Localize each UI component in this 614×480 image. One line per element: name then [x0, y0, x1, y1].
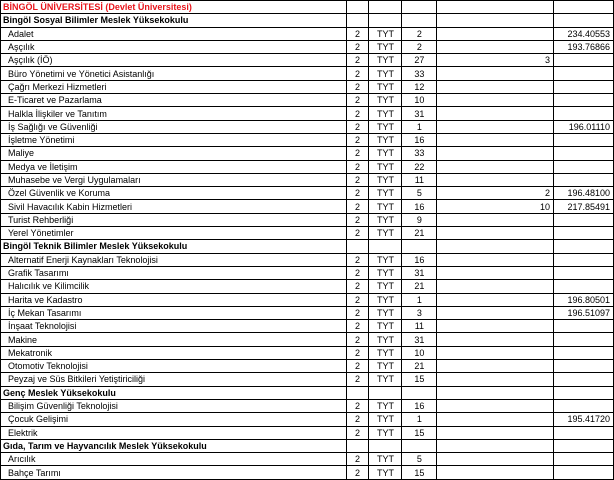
quota-cell: 21: [402, 360, 437, 373]
school-header-row: [1, 14, 614, 27]
program-name: Adalet: [1, 27, 347, 40]
program-name: Aşçılık: [1, 40, 347, 53]
score-type-cell: TYT: [369, 293, 402, 306]
duration-cell: 2: [346, 27, 369, 40]
quota-cell: 12: [402, 80, 437, 93]
min-score-cell: [554, 466, 614, 479]
quota-cell: 2: [402, 27, 437, 40]
quota-cell: 15: [402, 426, 437, 439]
min-score-cell: 196.48100: [554, 187, 614, 200]
program-name: İşletme Yönetimi: [1, 133, 347, 146]
school-name: Genç Meslek Yüksekokulu: [1, 386, 347, 399]
min-score-cell: 234.40553: [554, 27, 614, 40]
table-row: [1, 280, 614, 293]
quota-cell: 16: [402, 399, 437, 412]
quota-table-body: [1, 1, 614, 480]
score-type-cell: TYT: [369, 360, 402, 373]
program-name: Arıcılık: [1, 453, 347, 466]
quota-cell: 11: [402, 320, 437, 333]
score-type-cell: TYT: [369, 173, 402, 186]
min-score-cell: 196.51097: [554, 306, 614, 319]
university-title: BİNGÖL ÜNİVERSİTESİ (Devlet Üniversitesi): [1, 1, 347, 14]
placed-cell: [437, 346, 554, 359]
table-row: [1, 399, 614, 412]
table-row: [1, 133, 614, 146]
program-name: İş Sağlığı ve Güvenliği: [1, 120, 347, 133]
min-score-cell: [554, 94, 614, 107]
duration-cell: 2: [346, 399, 369, 412]
min-score-cell: [554, 213, 614, 226]
table-row: [1, 306, 614, 319]
table-row: [1, 40, 614, 53]
school-name: Bingöl Teknik Bilimler Meslek Yüksekokulu: [1, 240, 347, 253]
table-row: [1, 27, 614, 40]
duration-cell: 2: [346, 107, 369, 120]
program-name: Aşçılık (İÖ): [1, 54, 347, 67]
min-score-cell: 196.01110: [554, 120, 614, 133]
duration-cell: 2: [346, 133, 369, 146]
placed-cell: [437, 293, 554, 306]
duration-cell: 2: [346, 466, 369, 479]
table-row: [1, 373, 614, 386]
table-row: [1, 67, 614, 80]
program-name: Sivil Havacılık Kabin Hizmetleri: [1, 200, 347, 213]
score-type-cell: TYT: [369, 187, 402, 200]
placed-cell: [437, 94, 554, 107]
score-type-cell: TYT: [369, 120, 402, 133]
min-score-cell: [554, 67, 614, 80]
placed-cell: [437, 253, 554, 266]
table-row: [1, 227, 614, 240]
program-name: Medya ve İletişim: [1, 160, 347, 173]
score-type-cell: TYT: [369, 346, 402, 359]
program-name: Çocuk Gelişimi: [1, 413, 347, 426]
min-score-cell: [554, 320, 614, 333]
school-header-row: [1, 240, 614, 253]
score-type-cell: TYT: [369, 94, 402, 107]
duration-cell: 2: [346, 320, 369, 333]
placed-cell: [437, 173, 554, 186]
table-row: [1, 200, 614, 213]
score-type-cell: TYT: [369, 107, 402, 120]
min-score-cell: [554, 399, 614, 412]
quota-cell: 5: [402, 453, 437, 466]
quota-cell: 16: [402, 200, 437, 213]
program-name: Maliye: [1, 147, 347, 160]
placed-cell: [437, 453, 554, 466]
placed-cell: [437, 413, 554, 426]
duration-cell: 2: [346, 67, 369, 80]
duration-cell: 2: [346, 200, 369, 213]
program-name: Peyzaj ve Süs Bitkileri Yetiştiriciliği: [1, 373, 347, 386]
quota-cell: 15: [402, 373, 437, 386]
score-type-cell: TYT: [369, 160, 402, 173]
min-score-cell: 217.85491: [554, 200, 614, 213]
quota-cell: 21: [402, 227, 437, 240]
table-row: [1, 173, 614, 186]
quota-cell: 10: [402, 346, 437, 359]
placed-cell: [437, 160, 554, 173]
min-score-cell: [554, 147, 614, 160]
duration-cell: 2: [346, 253, 369, 266]
table-row: [1, 120, 614, 133]
school-name: Gıda, Tarım ve Hayvancılık Meslek Yüksekokulu: [1, 439, 347, 452]
table-row: [1, 54, 614, 67]
program-name: Mekatronik: [1, 346, 347, 359]
placed-cell: [437, 213, 554, 226]
min-score-cell: [554, 133, 614, 146]
score-type-cell: TYT: [369, 306, 402, 319]
duration-cell: 2: [346, 346, 369, 359]
program-name: Bahçe Tarımı: [1, 466, 347, 479]
quota-cell: 9: [402, 213, 437, 226]
min-score-cell: [554, 373, 614, 386]
program-name: E-Ticaret ve Pazarlama: [1, 94, 347, 107]
score-type-cell: TYT: [369, 266, 402, 279]
quota-cell: 1: [402, 120, 437, 133]
duration-cell: 2: [346, 187, 369, 200]
program-name: Alternatif Enerji Kaynakları Teknolojisi: [1, 253, 347, 266]
table-row: [1, 466, 614, 479]
score-type-cell: TYT: [369, 40, 402, 53]
program-name: Özel Güvenlik ve Koruma: [1, 187, 347, 200]
score-type-cell: TYT: [369, 466, 402, 479]
min-score-cell: 196.80501: [554, 293, 614, 306]
duration-cell: 2: [346, 413, 369, 426]
duration-cell: 2: [346, 293, 369, 306]
score-type-cell: TYT: [369, 147, 402, 160]
duration-cell: 2: [346, 213, 369, 226]
min-score-cell: 193.76866: [554, 40, 614, 53]
score-type-cell: TYT: [369, 227, 402, 240]
program-name: Makine: [1, 333, 347, 346]
program-name: Elektrik: [1, 426, 347, 439]
score-type-cell: TYT: [369, 253, 402, 266]
program-name: İnşaat Teknolojisi: [1, 320, 347, 333]
quota-cell: 31: [402, 333, 437, 346]
table-row: [1, 147, 614, 160]
score-type-cell: TYT: [369, 80, 402, 93]
program-name: Otomotiv Teknolojisi: [1, 360, 347, 373]
quota-cell: 5: [402, 187, 437, 200]
university-header-row: [1, 1, 614, 14]
table-row: [1, 94, 614, 107]
score-type-cell: TYT: [369, 133, 402, 146]
quota-cell: 15: [402, 466, 437, 479]
duration-cell: 2: [346, 426, 369, 439]
score-type-cell: TYT: [369, 373, 402, 386]
placed-cell: [437, 147, 554, 160]
quota-cell: 3: [402, 306, 437, 319]
table-row: [1, 160, 614, 173]
school-header-row: [1, 386, 614, 399]
placed-cell: 3: [437, 54, 554, 67]
duration-cell: 2: [346, 306, 369, 319]
table-row: [1, 266, 614, 279]
program-name: Yerel Yönetimler: [1, 227, 347, 240]
program-name: Çağrı Merkezi Hizmetleri: [1, 80, 347, 93]
quota-cell: 16: [402, 133, 437, 146]
min-score-cell: [554, 266, 614, 279]
quota-cell: 10: [402, 94, 437, 107]
score-type-cell: TYT: [369, 67, 402, 80]
placed-cell: [437, 306, 554, 319]
program-name: Grafik Tasarımı: [1, 266, 347, 279]
placed-cell: [437, 67, 554, 80]
placed-cell: [437, 280, 554, 293]
min-score-cell: [554, 160, 614, 173]
placed-cell: [437, 27, 554, 40]
placed-cell: [437, 360, 554, 373]
score-type-cell: TYT: [369, 200, 402, 213]
duration-cell: 2: [346, 373, 369, 386]
placed-cell: [437, 40, 554, 53]
table-row: [1, 187, 614, 200]
duration-cell: 2: [346, 40, 369, 53]
duration-cell: 2: [346, 94, 369, 107]
duration-cell: 2: [346, 147, 369, 160]
score-type-cell: TYT: [369, 27, 402, 40]
duration-cell: 2: [346, 266, 369, 279]
score-type-cell: TYT: [369, 453, 402, 466]
placed-cell: 2: [437, 187, 554, 200]
table-row: [1, 80, 614, 93]
table-row: [1, 426, 614, 439]
placed-cell: [437, 266, 554, 279]
table-row: [1, 213, 614, 226]
min-score-cell: [554, 453, 614, 466]
score-type-cell: TYT: [369, 213, 402, 226]
placed-cell: [437, 227, 554, 240]
table-row: [1, 293, 614, 306]
score-type-cell: TYT: [369, 320, 402, 333]
school-header-row: [1, 439, 614, 452]
table-row: [1, 333, 614, 346]
min-score-cell: [554, 280, 614, 293]
table-row: [1, 360, 614, 373]
table-row: [1, 107, 614, 120]
placed-cell: [437, 107, 554, 120]
placed-cell: [437, 333, 554, 346]
program-name: Bilişim Güvenliği Teknolojisi: [1, 399, 347, 412]
min-score-cell: [554, 360, 614, 373]
program-name: İç Mekan Tasarımı: [1, 306, 347, 319]
min-score-cell: [554, 54, 614, 67]
score-type-cell: TYT: [369, 54, 402, 67]
table-row: [1, 346, 614, 359]
program-name: Büro Yönetimi ve Yönetici Asistanlığı: [1, 67, 347, 80]
quota-cell: 21: [402, 280, 437, 293]
duration-cell: 2: [346, 160, 369, 173]
program-name: Harita ve Kadastro: [1, 293, 347, 306]
duration-cell: 2: [346, 80, 369, 93]
quota-cell: 2: [402, 40, 437, 53]
min-score-cell: [554, 253, 614, 266]
placed-cell: [437, 320, 554, 333]
duration-cell: 2: [346, 227, 369, 240]
score-type-cell: TYT: [369, 333, 402, 346]
quota-cell: 31: [402, 107, 437, 120]
school-name: Bingöl Sosyal Bilimler Meslek Yüksekokulu: [1, 14, 347, 27]
placed-cell: [437, 120, 554, 133]
score-type-cell: TYT: [369, 280, 402, 293]
table-row: [1, 413, 614, 426]
quota-cell: 33: [402, 147, 437, 160]
placed-cell: [437, 80, 554, 93]
min-score-cell: 195.41720: [554, 413, 614, 426]
program-name: Halkla İlişkiler ve Tanıtım: [1, 107, 347, 120]
min-score-cell: [554, 426, 614, 439]
min-score-cell: [554, 333, 614, 346]
score-type-cell: TYT: [369, 399, 402, 412]
placed-cell: [437, 426, 554, 439]
duration-cell: 2: [346, 280, 369, 293]
min-score-cell: [554, 346, 614, 359]
quota-cell: 16: [402, 253, 437, 266]
quota-cell: 22: [402, 160, 437, 173]
duration-cell: 2: [346, 453, 369, 466]
program-name: Muhasebe ve Vergi Uygulamaları: [1, 173, 347, 186]
placed-cell: 10: [437, 200, 554, 213]
placed-cell: [437, 466, 554, 479]
placed-cell: [437, 133, 554, 146]
duration-cell: 2: [346, 173, 369, 186]
quota-cell: 33: [402, 67, 437, 80]
quota-cell: 11: [402, 173, 437, 186]
min-score-cell: [554, 80, 614, 93]
duration-cell: 2: [346, 54, 369, 67]
quota-cell: 1: [402, 293, 437, 306]
quota-cell: 31: [402, 266, 437, 279]
duration-cell: 2: [346, 360, 369, 373]
program-name: Turist Rehberliği: [1, 213, 347, 226]
score-type-cell: TYT: [369, 426, 402, 439]
table-row: [1, 320, 614, 333]
table-row: [1, 253, 614, 266]
table-row: [1, 453, 614, 466]
min-score-cell: [554, 173, 614, 186]
duration-cell: 2: [346, 333, 369, 346]
duration-cell: 2: [346, 120, 369, 133]
min-score-cell: [554, 227, 614, 240]
score-type-cell: TYT: [369, 413, 402, 426]
placed-cell: [437, 399, 554, 412]
min-score-cell: [554, 107, 614, 120]
placed-cell: [437, 373, 554, 386]
quota-cell: 1: [402, 413, 437, 426]
program-name: Halıcılık ve Kilimcilik: [1, 280, 347, 293]
quota-cell: 27: [402, 54, 437, 67]
